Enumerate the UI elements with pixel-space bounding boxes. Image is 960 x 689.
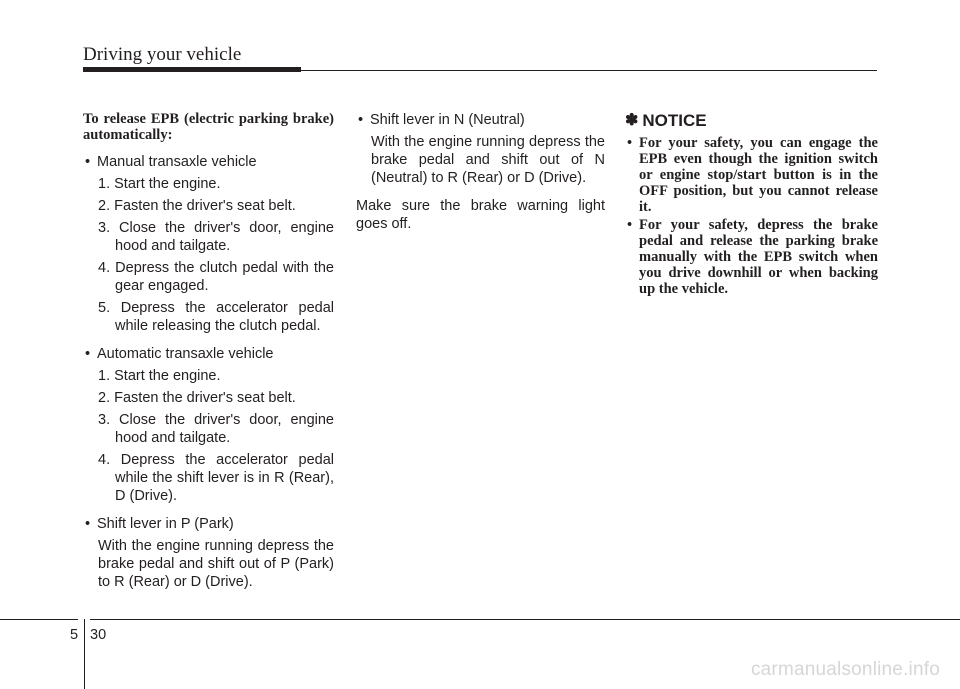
shift-neutral-text: With the engine running depress the brake pedal and shift out of N (Neutral) to R (Rear) or D (Drive). (371, 134, 605, 186)
notice-title: NOTICE (642, 111, 707, 130)
manual-step: 1. Start the engine. (98, 176, 221, 192)
watermark-logo: carmanualsonline.info (750, 659, 940, 680)
shift-neutral-label: • Shift lever in N (Neutral) (356, 111, 605, 129)
brake-warning-note: Make sure the brake warning light goes off. (356, 198, 605, 232)
header-rule-thin (301, 70, 877, 71)
shift-park-label: • Shift lever in P (Park) (83, 515, 334, 533)
column-right (625, 111, 878, 299)
page-header-title: Driving your vehicle (83, 44, 242, 65)
manual-step: 5. Depress the accelerator pedal while releasing the clutch pedal. (98, 300, 334, 334)
chapter-number: 5 (70, 627, 79, 643)
footer-rule-left (0, 619, 78, 620)
footer-rule-right (90, 619, 960, 620)
notice-heading (625, 111, 878, 131)
column-left (83, 111, 334, 601)
column-middle (356, 111, 605, 243)
automatic-step: 3. Close the driver's door, engine hood and tailgate. (98, 412, 334, 446)
manual-step: 4. Depress the clutch pedal with the gear engaged. (98, 260, 334, 294)
footer-divider (84, 619, 85, 689)
notice-item: • For your safety, you can engage the EPB even though the ignition switch or engine stop/start button is in the OFF position, but you cannot release it. (625, 135, 878, 215)
automatic-steps-list (83, 367, 334, 505)
header-rule-thick (83, 67, 301, 72)
automatic-transaxle-label: • Automatic transaxle vehicle (83, 345, 334, 363)
notice-item: • For your safety, depress the brake pedal and release the parking brake manually with the EPB switch when you drive downhill or when backing up the vehicle. (625, 217, 878, 297)
page-number: 30 (90, 627, 107, 643)
automatic-step: 4. Depress the accelerator pedal while the shift lever is in R (Rear), D (Drive). (98, 452, 334, 504)
shift-park-text: With the engine running depress the brake pedal and shift out of P (Park) to R (Rear) or D (Drive). (98, 538, 334, 590)
automatic-step: 1. Start the engine. (98, 368, 221, 384)
manual-steps-list (83, 175, 334, 335)
epb-release-heading: To release EPB (electric parking brake) automatically: (83, 111, 334, 143)
automatic-step: 2. Fasten the driver's seat belt. (98, 390, 296, 406)
asterisk-notice-icon: ✽ (625, 112, 639, 129)
manual-transaxle-label: • Manual transaxle vehicle (83, 153, 334, 171)
manual-step: 2. Fasten the driver's seat belt. (98, 198, 296, 214)
manual-step: 3. Close the driver's door, engine hood and tailgate. (98, 220, 334, 254)
